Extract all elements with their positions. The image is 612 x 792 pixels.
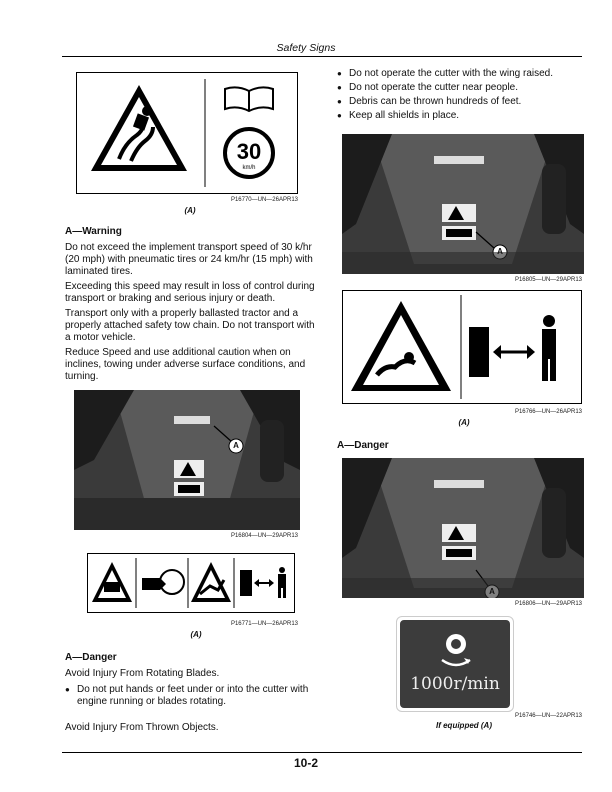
machine-photo-1-graphic (74, 390, 300, 530)
thrown-debris-icon (351, 301, 451, 391)
danger-sign-blades-graphic (88, 554, 294, 612)
photo1-caption: P16804—UN—29APR13 (230, 533, 298, 539)
warning-heading: A—Warning (65, 226, 122, 237)
right-bullet-3: ● Debris can be thrown hundreds of feet. (337, 95, 587, 109)
danger-sign-thrown-objects (342, 290, 582, 404)
danger-outro: Avoid Injury From Thrown Objects. (65, 722, 219, 733)
thrown-object-icon (191, 562, 231, 602)
right-danger-heading: A—Danger (337, 440, 389, 451)
photo1-marker: A (233, 441, 239, 450)
pto-speed-text: 1000r/min (410, 674, 500, 694)
photo2-caption: P16805—UN—29APR13 (514, 277, 582, 283)
hand-blade-icon (142, 570, 184, 594)
danger-sign-blades (87, 553, 295, 613)
warning-sign-graphic (77, 73, 297, 193)
danger-bullet-list (65, 684, 315, 708)
pto-rotation-icon (400, 620, 512, 710)
loss-of-control-icon (91, 85, 187, 171)
speed-limit-value: 30 (236, 139, 262, 164)
danger-sign-thrown-objects-graphic (343, 291, 581, 403)
right-bullet-1: ● Do not operate the cutter with the wing raised. (337, 67, 587, 81)
fig3-caption: P16766—UN—26APR13 (514, 409, 582, 415)
fig3-label: (A) (458, 418, 470, 427)
right-bullet-list (337, 67, 587, 123)
warning-paragraph-3: Transport only with a properly ballasted tractor and a properly attached safety tow chain. Do not transport with a motor vehicle. (65, 308, 315, 343)
pto-speed-sign (396, 616, 514, 712)
machine-photo-2 (342, 134, 584, 274)
footer-rule (62, 752, 582, 753)
fig1-label: (A) (184, 206, 196, 215)
machine-photo-3-graphic (342, 458, 584, 598)
warning-sign-speed (76, 72, 298, 194)
pto-speed-sign-panel (400, 620, 510, 708)
header-rule (62, 56, 582, 57)
keep-distance-icon (240, 567, 286, 598)
machine-photo-2-graphic (342, 134, 584, 274)
page-number: 10-2 (293, 756, 319, 770)
fig2-label: (A) (190, 630, 202, 639)
danger-intro: Avoid Injury From Rotating Blades. (65, 668, 220, 679)
danger-bullet-1: ● Do not put hands or feet under or into the cutter with engine running or blades rotating. (65, 684, 315, 708)
warning-paragraph-2: Exceeding this speed may result in loss of control during transport or braking and serious injury or death. (65, 281, 315, 304)
photo2-marker: A (497, 247, 503, 256)
operator-manual-icon (225, 87, 273, 111)
machine-photo-1 (74, 390, 300, 530)
right-bullet-2: ● Do not operate the cutter near people. (337, 81, 587, 95)
warning-paragraph-1: Do not exceed the implement transport speed of 30 k/hr (20 mph) with pneumatic tires or 24 km/hr (15 mph) with laminated tires. (65, 242, 313, 277)
keep-away-distance-icon (469, 315, 556, 381)
speed-limit-unit: km/h (242, 165, 256, 171)
right-bullet-4: ● Keep all shields in place. (337, 109, 587, 123)
manual-warning-icon (92, 562, 132, 602)
photo3-caption: P16806—UN—29APR13 (514, 601, 582, 607)
fig4-label: If equipped (A) (436, 721, 492, 730)
warning-paragraph-4: Reduce Speed and use additional caution when on inclines, towing under adverse surface conditions, and turning. (65, 347, 306, 382)
fig2-caption: P16771—UN—26APR13 (230, 621, 298, 627)
page-header-title: Safety Signs (276, 42, 336, 54)
photo3-marker: A (489, 587, 495, 596)
machine-photo-3 (342, 458, 584, 598)
danger-heading: A—Danger (65, 652, 117, 663)
fig1-caption: P16770—UN—26APR13 (230, 197, 298, 203)
fig4-caption: P16746—UN—22APR13 (514, 713, 582, 719)
